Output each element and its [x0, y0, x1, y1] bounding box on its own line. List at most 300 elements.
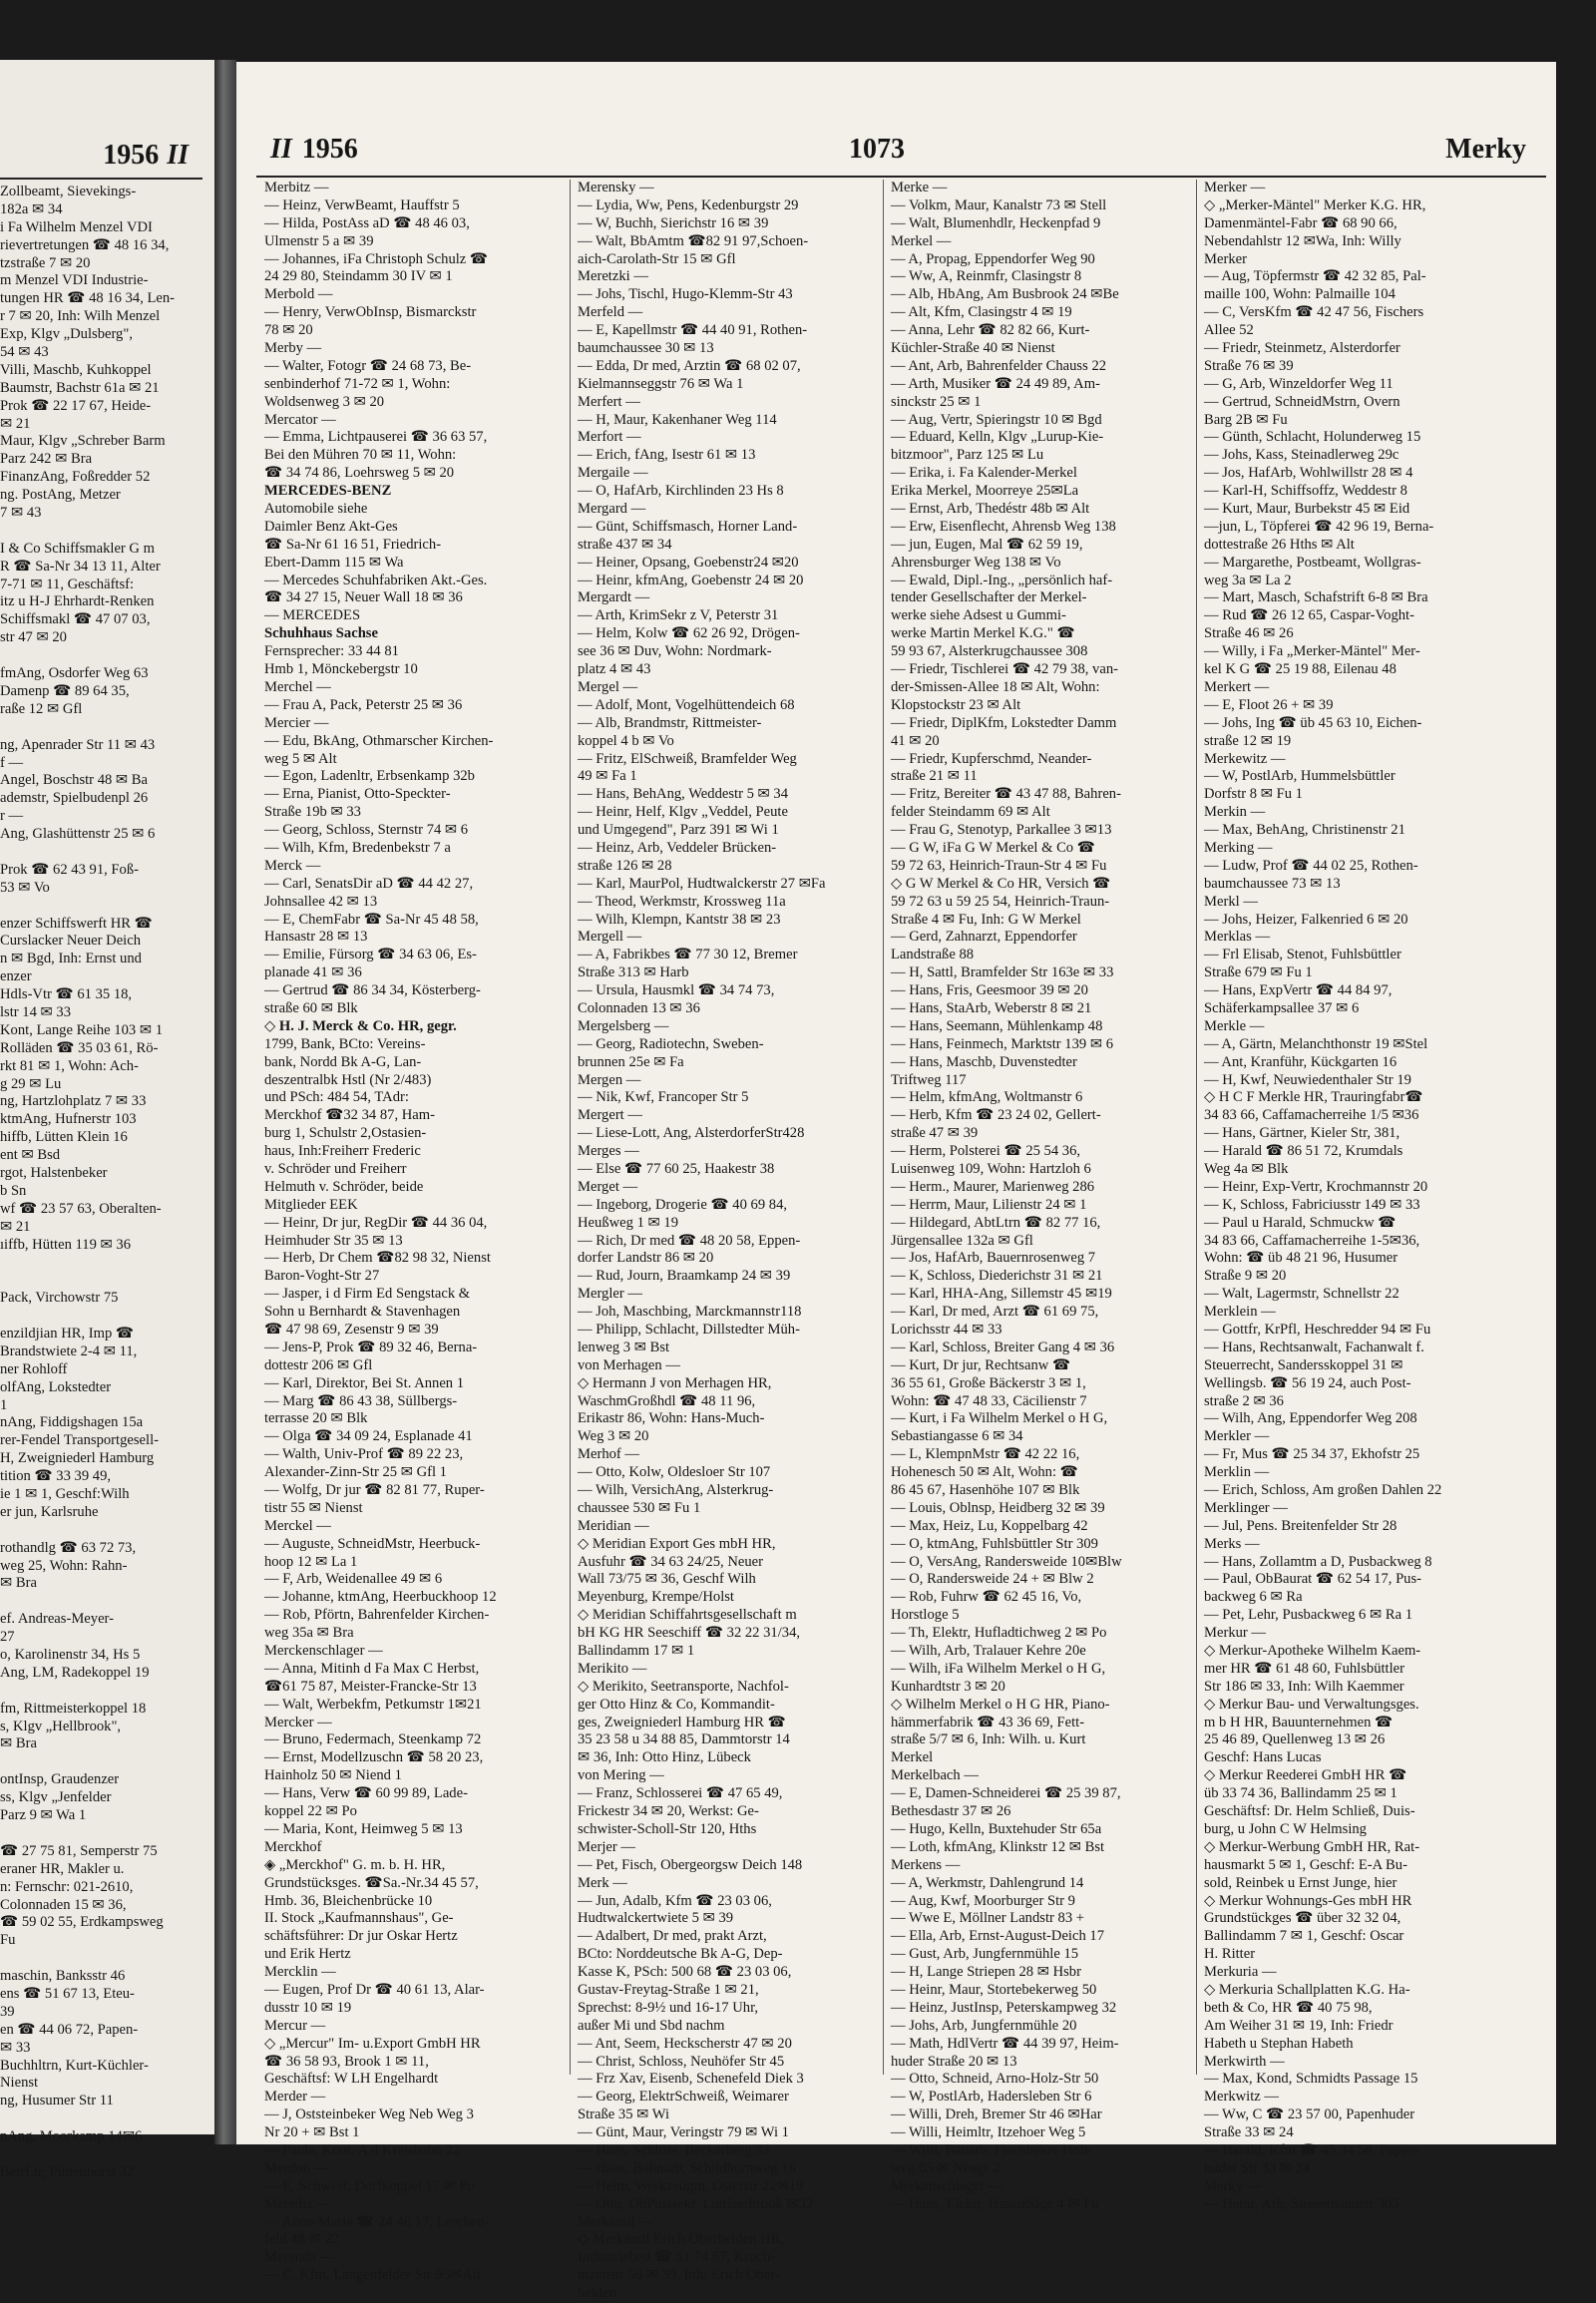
previous-page-line — [0, 2111, 208, 2128]
directory-entry-line: — Eduard, Kelln, Klgv „Lurup-Kie- — [891, 429, 1104, 446]
directory-entry-line: — Edu, BkAng, Othmarscher Kirchen- — [264, 732, 494, 749]
directory-entry-line: Luisenweg 109, Wohn: Hartzloh 6 — [891, 1160, 1091, 1177]
directory-entry-line: backweg 6 ✉ Ra — [1204, 1589, 1303, 1606]
directory-entry-line: — Otto, Kolw, Oldesloer Str 107 — [578, 1464, 771, 1481]
entry-heading: Merke — — [891, 180, 948, 195]
directory-entry-line: hoop 12 ✉ La 1 — [264, 1553, 358, 1570]
directory-entry-line: ◇ Wilhelm Merkel o H G HR, Piano- — [891, 1696, 1110, 1713]
entry-heading: Merdon — — [264, 2159, 329, 2176]
previous-page-line — [0, 2146, 208, 2164]
directory-entry-line: ◇ Merkur Reederei GmbH HR ☎ — [1204, 1767, 1407, 1784]
directory-entry-line: 36 55 61, Große Bäckerstr 3 ✉ 1, — [891, 1374, 1086, 1391]
entry-heading: Merckel — — [264, 1517, 331, 1534]
directory-entry-line: 59 72 63, Heinrich-Traun-Str 4 ✉ Fu — [891, 857, 1107, 874]
directory-entry-line: Gustav-Freytag-Straße 1 ✉ 21, — [578, 1981, 759, 1998]
directory-entry-line: ◇ Hermann J von Merhagen HR, — [578, 1374, 772, 1391]
directory-entry-line: — Rich, Dr med ☎ 48 20 58, Eppen- — [578, 1232, 801, 1249]
entry-heading: Merklas — — [1204, 929, 1271, 946]
directory-entry-line: burg 1, Schulstr 2,Ostasien- — [264, 1125, 427, 1142]
previous-page-line: fm, Rittmeisterkoppel 18 — [0, 1700, 147, 1717]
directory-entry-line: — Georg, Radiotechn, Sweben- — [578, 1035, 764, 1052]
directory-entry-line: — Alb, Brandmstr, Rittmeister- — [578, 714, 762, 731]
directory-entry-line: Erika Merkel, Moorreye 25✉La — [891, 483, 1079, 500]
previous-page-line: en ☎ 44 06 72, Papen- — [0, 2021, 139, 2038]
previous-page-line: 1 — [0, 1396, 8, 1413]
directory-entry-line: Ausfuhr ☎ 34 63 24/25, Neuer — [578, 1553, 763, 1570]
directory-entry-line: — Willi, Heimltr, Itzehoer Weg 5 — [891, 2124, 1086, 2141]
directory-entry-line: — Otto, ObPostsekr, LuttIserbrook ✉32 — [578, 2195, 814, 2212]
entry-heading: Merks — — [1204, 1535, 1260, 1552]
directory-entry-line: straße 21 ✉ 11 — [891, 768, 978, 785]
previous-page-line — [0, 1308, 208, 1326]
directory-entry-line: mer HR ☎ 61 48 60, Fuhlsbüttler — [1204, 1660, 1404, 1677]
directory-entry-line: — Margarethe, Postbeamt, Wollgras- — [1204, 554, 1421, 571]
directory-entry-line: ◇ Merkur Wohnungs-Ges mbH HR — [1204, 1892, 1412, 1909]
previous-page-line: rkt 81 ✉ 1, Wohn: Ach- — [0, 1057, 139, 1074]
entry-heading: Merkantil — — [578, 2213, 653, 2230]
directory-entry-line: — Pet, Lehr, Pusbackweg 6 ✉ Ra 1 — [1204, 1607, 1413, 1624]
directory-entry-line: — Ewald, Dipl.-Ing., „persönlich haf- — [891, 572, 1113, 588]
directory-entry-line: Straße 33 ✉ 24 — [1204, 2124, 1294, 2141]
directory-entry-line: Industriebed ☎ 51 74 67, Kroch- — [578, 2249, 776, 2266]
previous-page-line: f — — [0, 754, 24, 771]
directory-entry-line: — Hans, Fris, Geesmoor 39 ✉ 20 — [891, 982, 1088, 999]
directory-entry-line: Wellingsb. ☎ 56 19 24, auch Post- — [1204, 1374, 1411, 1391]
directory-entry-line: — Jens-P, Prok ☎ 89 32 46, Berna- — [264, 1339, 478, 1355]
directory-entry-line: tender Gesellschafter der Merkel- — [891, 589, 1087, 606]
previous-page-line: Rolläden ☎ 35 03 61, Rö- — [0, 1039, 159, 1056]
directory-entry-line: — E, ChemFabr ☎ Sa-Nr 45 48 58, — [264, 911, 479, 928]
directory-entry-line: koppel 22 ✉ Po — [264, 1803, 357, 1820]
entry-heading: Merget — — [578, 1178, 638, 1195]
previous-page-line — [0, 1753, 208, 1771]
directory-entry-line: — Hans, ExpVertr ☎ 44 84 97, — [1204, 982, 1393, 999]
page-header — [270, 134, 1526, 174]
directory-entry-line: 35 23 58 u 34 88 85, Dammtorstr 14 — [578, 1731, 790, 1748]
previous-page-line: olfAng, Lokstedter — [0, 1378, 112, 1395]
entry-heading: Merklin — — [1204, 1464, 1270, 1481]
entry-heading: Mergelsberg — — [578, 1017, 669, 1034]
directory-entry-line: werke Martin Merkel K.G." ☎ — [891, 625, 1075, 642]
directory-entry-line: ☎ 47 98 69, Zesenstr 9 ✉ 39 — [264, 1322, 439, 1338]
directory-entry-line: koppel 4 b ✉ Vo — [578, 732, 674, 749]
directory-entry-line: ◇ Merkur-Werbung GmbH HR, Rat- — [1204, 1838, 1420, 1855]
directory-entry-line: ◇ Merkur-Apotheke Wilhelm Kaem- — [1204, 1643, 1421, 1660]
previous-page-line: 7 ✉ 43 — [0, 505, 42, 522]
directory-entry-line: — Hugo, Kelln, Buxtehuder Str 65a — [891, 1820, 1102, 1837]
directory-entry-line: Colonnaden 13 ✉ 36 — [578, 999, 700, 1016]
previous-page-line: weg 25, Wohn: Rahn- — [0, 1557, 128, 1574]
directory-entry-line: — Heinr, Arb, Stresemannstr 303 — [1204, 2195, 1399, 2212]
previous-page-line: ss, Klgv „Jenfelder — [0, 1789, 112, 1806]
directory-entry-line: ◇ Merkantil Erich Oberheiden HR, — [578, 2231, 784, 2248]
previous-page-line: 54 ✉ 43 — [0, 344, 49, 361]
previous-page-line: ner Rohloff — [0, 1360, 68, 1377]
previous-page-entries — [0, 184, 208, 2182]
directory-entry-line: Merker — [1204, 250, 1247, 267]
directory-entry-line: Lorichsstr 44 ✉ 33 — [891, 1322, 1002, 1338]
directory-entry-line: — O, ktmAng, Fuhlsbüttler Str 309 — [891, 1535, 1098, 1552]
directory-entry-line: — Eugen, Prof Dr ☎ 40 61 13, Alar- — [264, 1981, 485, 1998]
directory-entry-line: — Emilie, Fürsorg ☎ 34 63 06, Es- — [264, 947, 477, 963]
entry-heading: Merensky — — [578, 180, 654, 195]
directory-entry-line: — Wolfg, Dr jur ☎ 82 81 77, Ruper- — [264, 1482, 485, 1499]
directory-entry-line: ◇ Meridian Export Ges mbH HR, — [578, 1535, 776, 1552]
previous-page-header — [103, 140, 189, 172]
previous-page-fragment — [0, 60, 214, 2180]
entry-heading: Merkle — — [1204, 1017, 1265, 1034]
previous-page-line: rievertretungen ☎ 48 16 34, — [0, 236, 170, 253]
directory-entry-line: schwister-Scholl-Str 120, Hths — [578, 1820, 757, 1837]
directory-entry-line: — Max, Kond, Schmidts Passage 15 — [1204, 2071, 1418, 2088]
entry-heading: Merby — — [264, 340, 322, 357]
directory-entry-line: — Rud ☎ 26 12 65, Caspar-Voght- — [1204, 607, 1414, 624]
directory-entry-line: — Aug, Töpfermstr ☎ 42 32 85, Pal- — [1204, 268, 1426, 285]
directory-entry-line: — Paul, ObBaurat ☎ 62 54 17, Pus- — [1204, 1571, 1422, 1588]
directory-entry-line: — Karl, Schloss, Breiter Gang 4 ✉ 36 — [891, 1339, 1115, 1355]
previous-page-line — [0, 1825, 208, 1843]
directory-entry-line: — Lydia, Ww, Pens, Kedenburgstr 29 — [578, 196, 799, 213]
directory-entry-line: ◇ G W Merkel & Co HR, Versich ☎ — [891, 875, 1111, 892]
entry-heading: Merediz — — [264, 2195, 331, 2212]
directory-entry-line: Geschf: Hans Lucas — [1204, 1749, 1322, 1766]
entry-heading: Merker — — [1204, 180, 1266, 195]
previous-page-line: Brandstwiete 2-4 ✉ 11, — [0, 1343, 138, 1359]
directory-entry-line: Nr 20 + ✉ Bst 1 — [264, 2124, 360, 2141]
previous-page-line: s, Klgv „Hellbrook", — [0, 1718, 122, 1734]
directory-entry-line: Baron-Voght-Str 27 — [264, 1268, 380, 1285]
previous-page-line: H, Zweigniederl Hamburg — [0, 1450, 155, 1467]
directory-entry-line: — H, Sattl, Bramfelder Str 163e ✉ 33 — [891, 964, 1114, 981]
directory-entry-line: — Helm, kfmAng, Woltmanstr 6 — [891, 1089, 1083, 1106]
directory-entry-line: — Adalbert, Dr med, prakt Arzt, — [578, 1928, 767, 1945]
entry-heading: Merkert — — [1204, 678, 1270, 695]
directory-entry-line: — Bruno, Federmach, Steenkamp 72 — [264, 1731, 482, 1748]
directory-entry-line: — O, HafArb, Kirchlinden 23 Hs 8 — [578, 483, 784, 500]
directory-entry-line: Horstloge 5 — [891, 1607, 960, 1624]
previous-page-line: fmAng, Osdorfer Weg 63 — [0, 665, 149, 682]
previous-page-line: Baumstr, Bachstr 61a ✉ 21 — [0, 379, 160, 396]
directory-entry-line: Kunhardtstr 3 ✉ 20 — [891, 1678, 1005, 1695]
previous-page-line: nAng, Moorkamp 14✉6 — [0, 2128, 143, 2145]
directory-entry-line: — Kurt, Maur, Burbekstr 45 ✉ Eid — [1204, 501, 1410, 518]
directory-entry-line: — Wilh, VersichAng, Alsterkrug- — [578, 1482, 774, 1499]
directory-entry-line: — Auguste, SchneidMstr, Heerbuck- — [264, 1535, 481, 1552]
previous-page-line: wf ☎ 23 57 63, Oberalten- — [0, 1200, 162, 1217]
entry-heading: Merjer — — [578, 1838, 635, 1855]
directory-entry-line: felder Steindamm 69 ✉ Alt — [891, 804, 1050, 821]
directory-entry-line: — Wilh, Klempn, Kantstr 38 ✉ 23 — [578, 911, 781, 928]
directory-entry-line: — Louis, Oblnsp, Heidberg 32 ✉ 39 — [891, 1499, 1105, 1516]
directory-entry-line: — Kurt, i Fa Wilhelm Merkel o H G, — [891, 1410, 1108, 1427]
entry-heading: Merkwirth — — [1204, 2053, 1285, 2070]
previous-page-line: rer-Fendel Transportgesell- — [0, 1432, 159, 1449]
directory-entry-line: — Walth, Univ-Prof ☎ 89 22 23, — [264, 1446, 464, 1463]
directory-entry-line: — Hilda, PostAss aD ☎ 48 46 03, — [264, 214, 470, 231]
directory-entry-line: Sprechst: 8-9½ und 16-17 Uhr, — [578, 1999, 759, 2016]
entry-heading: Merklinger — — [1204, 1499, 1288, 1516]
directory-entry-line: — Walt, Werbekfm, Petkumstr 1✉21 — [264, 1696, 482, 1713]
directory-entry-line: hausmarkt 5 ✉ 1, Geschf: E-A Bu- — [1204, 1856, 1407, 1873]
previous-page-line: Parz 9 ✉ Wa 1 — [0, 1807, 87, 1824]
directory-entry-line: — Jasper, i d Firm Ed Sengstack & — [264, 1286, 471, 1303]
entry-heading: Merbitz — — [264, 180, 329, 195]
directory-entry-line: — jun, Eugen, Mal ☎ 62 59 19, — [891, 536, 1083, 553]
entry-heading: Mergert — — [578, 1107, 642, 1124]
directory-entry-line: bH KG HR Seeschiff ☎ 32 22 31/34, — [578, 1625, 801, 1642]
directory-entry-line: Hansastr 28 ✉ 13 — [264, 929, 368, 946]
directory-entry-line: aich-Carolath-Str 15 ✉ Gfl — [578, 250, 736, 267]
previous-page-line: ng, Hartzlohplatz 7 ✉ 33 — [0, 1093, 147, 1110]
directory-entry-line: Barg 2B ✉ Fu — [1204, 411, 1288, 428]
directory-entry-line: Kielmannseggstr 76 ✉ Wa 1 — [578, 375, 744, 392]
directory-entry-line: weg 5 ✉ Alt — [264, 750, 337, 767]
previous-page-line: rothandlg ☎ 63 72 73, — [0, 1539, 137, 1556]
previous-page-line: g 29 ✉ Lu — [0, 1075, 62, 1092]
previous-page-line: 7-71 ✉ 11, Geschäftsf: — [0, 576, 135, 592]
previous-page-line: FinanzAng, Foßredder 52 — [0, 469, 151, 486]
previous-page-line: BetrLtr, Püttenhorst 32 — [0, 2163, 135, 2180]
previous-page-line — [0, 719, 208, 737]
directory-entry-line: — Erw, Eisenflecht, Ahrensb Weg 138 — [891, 518, 1116, 535]
directory-entry-line: bank, Nordd Bk A-G, Lan- — [264, 1053, 422, 1070]
directory-entry-line: H. Ritter — [1204, 1946, 1256, 1963]
directory-entry-line: Merkel — [891, 1749, 934, 1766]
directory-entry-line: 1799, Bank, BCto: Vereins- — [264, 1035, 426, 1052]
directory-entry-line: haus, Inh:Freiherr Frederic — [264, 1143, 421, 1160]
directory-entry-line: huder Straße 20 ✉ 13 — [891, 2053, 1017, 2070]
directory-entry-line: — Loth, kfmAng, Klinkstr 12 ✉ Bst — [891, 1838, 1105, 1855]
previous-page-line: maschin, Banksstr 46 — [0, 1968, 126, 1985]
previous-page-line: tungen HR ☎ 48 16 34, Len- — [0, 290, 176, 307]
previous-page-line: Colonnaden 15 ✉ 36, — [0, 1896, 127, 1913]
entry-heading: Mercklin — — [264, 1964, 336, 1981]
previous-page-line: Nienst — [0, 2075, 39, 2092]
previous-page-line: n ✉ Bgd, Inh: Ernst und — [0, 951, 142, 967]
directory-entry-line: Wall 73/75 ✉ 36, Geschf Wilh — [578, 1571, 756, 1588]
directory-entry-line: — H, Lange Striepen 28 ✉ Hsbr — [891, 1964, 1081, 1981]
directory-entry-line: — Karl, MaurPol, Hudtwalckerstr 27 ✉Fa — [578, 875, 826, 892]
directory-entry-line: Wohn: ☎ üb 48 21 96, Husumer — [1204, 1250, 1398, 1267]
directory-entry-line: — Marg ☎ 86 43 38, Süllbergs- — [264, 1392, 458, 1409]
directory-entry-line: — Alt, Kfm, Clasingstr 4 ✉ 19 — [891, 304, 1072, 321]
directory-entry-line: — Johs, Ing ☎ üb 45 63 10, Eichen- — [1204, 714, 1422, 731]
entry-heading: Merkewitz — — [1204, 750, 1286, 767]
directory-entry-line: dorfer Landstr 86 ✉ 20 — [578, 1250, 714, 1267]
previous-page-line: Hdls-Vtr ☎ 61 35 18, — [0, 986, 133, 1003]
directory-entry-line: — F, Arb, Weidenallee 49 ✉ 6 — [264, 1571, 443, 1588]
directory-entry-line: — Helm, Kolw ☎ 62 26 92, Drögen- — [578, 625, 800, 642]
directory-entry-line: — Philipp, Schlacht, Dillstedter Müh- — [578, 1322, 800, 1338]
directory-entry-line: Hudtwalckertwiete 5 ✉ 39 — [578, 1910, 734, 1927]
previous-page-header-rule — [0, 178, 202, 180]
directory-entry-line: Straße 9 ✉ 20 — [1204, 1268, 1287, 1285]
directory-entry-line: — Otto, Schneid, Arno-Holz-Str 50 — [891, 2071, 1099, 2088]
previous-page-line — [0, 523, 208, 541]
directory-entry-line: Mitglieder EEK — [264, 1196, 358, 1213]
directory-entry-line: — Arth, Musiker ☎ 24 49 89, Am- — [891, 375, 1100, 392]
directory-entry-line: — E, Floot 26 + ✉ 39 — [1204, 696, 1334, 713]
directory-entry-line: Küchler-Straße 40 ✉ Nienst — [891, 340, 1055, 357]
directory-entry-line: — Rob, Fuhrw ☎ 62 45 16, Vo, — [891, 1589, 1082, 1606]
directory-entry-line: — Edda, Dr med, Arztin ☎ 68 02 07, — [578, 357, 801, 374]
page-keyword: Merky — [1445, 134, 1526, 165]
directory-entry-line: — Ernst, Arb, Thedéstr 48b ✉ Alt — [891, 501, 1090, 518]
previous-page-line: Curslacker Neuer Deich — [0, 933, 142, 950]
directory-entry-line: ☎61 75 87, Meister-Francke-Str 13 — [264, 1678, 477, 1695]
directory-entry-line: 25 46 89, Quellenweg 13 ✉ 26 — [1204, 1731, 1386, 1748]
entry-heading: Merkler — — [1204, 1428, 1270, 1445]
directory-entry-line: — Egon, Ladenltr, Erbsenkamp 32b — [264, 768, 475, 785]
directory-entry-line: 59 72 63 u 59 25 54, Heinrich-Traun- — [891, 893, 1110, 910]
directory-entry-line: Johnsallee 42 ✉ 13 — [264, 893, 378, 910]
directory-entry-line: Helmuth v. Schröder, beide — [264, 1178, 424, 1195]
entry-heading: Merckenschlager — — [264, 1643, 383, 1660]
directory-entry-line: — Frz Xav, Eisenb, Schenefeld Diek 3 — [578, 2071, 804, 2088]
directory-entry-line: — Hans, Schloss, Beckerberg 33 — [578, 2141, 770, 2158]
directory-entry-line: Ballindamm 17 ✉ 1 — [578, 1643, 695, 1660]
entry-heading: Merkwitz — — [1204, 2089, 1279, 2106]
directory-entry-line: straße 47 ✉ 39 — [891, 1125, 979, 1142]
directory-entry-line: — Ant, Arb, Bahrenfelder Chauss 22 — [891, 357, 1107, 374]
previous-page-line: rgot, Halstenbeker — [0, 1164, 108, 1181]
entry-heading: Merges — — [578, 1143, 639, 1160]
directory-entry-line: — A, Gärtn, Melanchthonstr 19 ✉Stel — [1204, 1035, 1428, 1052]
directory-entry-line: — Heinr, Dr jur, RegDir ☎ 44 36 04, — [264, 1214, 488, 1231]
directory-entry-line: straße 437 ✉ 34 — [578, 536, 672, 553]
directory-entry-line: — Johs, Arb, Jungfernmühle 20 — [891, 2017, 1077, 2034]
directory-entry-line: Straße 679 ✉ Fu 1 — [1204, 964, 1313, 981]
directory-entry-line: straße 2 ✉ 36 — [1204, 1392, 1284, 1409]
directory-entry-line: — Willy, i Fa „Merker-Mäntel" Mer- — [1204, 643, 1420, 660]
directory-entry-line: — Friedr, Tischlerei ☎ 42 79 38, van- — [891, 661, 1118, 678]
directory-entry-line: weg 3a ✉ La 2 — [1204, 572, 1292, 588]
directory-entry-line: — Georg, ElektrSchweiß, Weimarer — [578, 2089, 789, 2106]
previous-page-line: er jun, Karlsruhe — [0, 1503, 99, 1520]
entry-heading: Merkens — — [891, 1856, 961, 1873]
directory-entry-line: BCto: Norddeutsche Bk A-G, Dep- — [578, 1946, 783, 1963]
previous-page-line: lstr 14 ✉ 33 — [0, 1003, 72, 1020]
previous-page-line: r 7 ✉ 20, Inh: Wilh Menzel — [0, 308, 161, 325]
directory-entry-line: Heußweg 1 ✉ 19 — [578, 1214, 678, 1231]
previous-page-line: I & Co Schiffsmakler G m — [0, 540, 155, 557]
directory-entry-line: — Theod, Werkmstr, Krossweg 11a — [578, 893, 786, 910]
directory-entry-line: — Walt, Lagermstr, Schnellstr 22 — [1204, 1286, 1399, 1303]
directory-entry-line: — Rob, Pförtn, Bahrenfelder Kirchen- — [264, 1607, 490, 1624]
directory-entry-line: —jun, L, Töpferei ☎ 42 96 19, Berna- — [1204, 518, 1434, 535]
directory-entry-line: II. Stock „Kaufmannshaus", Ge- — [264, 1910, 454, 1927]
entry-heading: Merkin — — [1204, 804, 1266, 821]
directory-entry-line: — Mercedes Schuhfabriken Akt.-Ges. — [264, 572, 488, 588]
previous-page-line: ✉ Bra — [0, 1735, 37, 1752]
directory-entry-line: — Arth, KrimSekr z V, Peterstr 31 — [578, 607, 779, 624]
previous-page-line: tzstraße 7 ✉ 20 — [0, 254, 91, 271]
directory-entry-line: — Willi, Dreh, Bremer Str 46 ✉Har — [891, 2107, 1102, 2123]
entry-heading: MERCEDES-BENZ — [264, 483, 392, 500]
directory-entry-line: Ahrensburger Weg 138 ✉ Vo — [891, 554, 1061, 571]
directory-entry-line: 41 ✉ 20 — [891, 732, 940, 749]
previous-page-volume: II — [167, 140, 189, 171]
entry-heading: Merfert — — [578, 393, 640, 410]
entry-heading: Merckhof — [264, 1838, 322, 1855]
directory-entry-line: — Max, Heiz, Lu, Koppelbarg 42 — [891, 1517, 1088, 1534]
entry-heading: Meretzki — — [578, 268, 648, 285]
directory-entry-line: WaschmGroßhdl ☎ 48 11 96, — [578, 1392, 756, 1409]
directory-entry-line: Triftweg 117 — [891, 1071, 967, 1088]
previous-page-line: Schiffsmakl ☎ 47 07 03, — [0, 611, 151, 628]
directory-entry-line: Straße 35 ✉ Wi — [578, 2107, 670, 2123]
directory-entry-line: straße 126 ✉ 28 — [578, 857, 672, 874]
volume-year: 1956 — [301, 134, 358, 165]
previous-page-line: ✉ 33 — [0, 2039, 31, 2056]
directory-column-1 — [260, 180, 564, 2284]
directory-entry-line: Klopstockstr 23 ✉ Alt — [891, 696, 1021, 713]
entry-heading: Mercker — — [264, 1714, 332, 1730]
directory-entry-line: — Anna, Mitinh d Fa Max C Herbst, — [264, 1660, 480, 1677]
directory-entry-line: — Heinz, Arb, Veddeler Brücken- — [578, 839, 777, 856]
previous-page-line: Pack, Virchowstr 75 — [0, 1290, 119, 1307]
directory-entry-line: — Joh, Maschbing, Marckmannstr118 — [578, 1304, 802, 1321]
header-rule — [256, 176, 1546, 178]
directory-entry-line: — Fritz, Bereiter ☎ 43 47 88, Bahren- — [891, 786, 1121, 803]
directory-entry-line: — Walt, BbAmtm ☎82 91 97,Schoen- — [578, 232, 809, 249]
directory-entry-line: — Hans, Feinmech, Marktstr 139 ✉ 6 — [891, 1035, 1113, 1052]
directory-entry-line: — Paula, Kont, A d Kreisbahn 22 — [264, 2141, 461, 2158]
directory-entry-line: weg 65 ✉ Neugr 2 — [891, 2159, 1000, 2176]
directory-entry-line: chaussee 530 ✉ Fu 1 — [578, 1499, 701, 1516]
previous-page-line: ens ☎ 51 67 13, Eteu- — [0, 1985, 135, 2002]
entry-heading: Merfort — — [578, 429, 641, 446]
directory-entry-line: Hmb. 36, Bleichenbrücke 10 — [264, 1892, 433, 1909]
directory-entry-line: — Ant, Seem, Heckscherstr 47 ✉ 20 — [578, 2035, 792, 2052]
book-gutter — [214, 60, 236, 2144]
directory-entry-line: — Ww, C ☎ 23 57 00, Papenhuder — [1204, 2107, 1415, 2123]
directory-entry-line: 78 ✉ 20 — [264, 322, 313, 339]
volume-roman: II — [270, 134, 292, 165]
directory-entry-line: — Jul, Pens. Breitenfelder Str 28 — [1204, 1517, 1397, 1534]
directory-entry-line: Straße 4 ✉ Fu, Inh: G W Merkel — [891, 911, 1081, 928]
previous-page-line — [0, 844, 208, 862]
directory-entry-line: m b H HR, Bauunternehmen ☎ — [1204, 1714, 1394, 1730]
directory-entry-line: — A, Fabrikbes ☎ 77 30 12, Bremer — [578, 947, 798, 963]
previous-page-line: ie 1 ✉ 1, Geschf:Wilh — [0, 1486, 130, 1503]
previous-page-line — [0, 647, 208, 665]
previous-page-line: ent ✉ Bsd — [0, 1147, 61, 1164]
directory-entry-line: Jürgensallee 132a ✉ Gfl — [891, 1232, 1033, 1249]
previous-page-line: tition ☎ 33 39 49, — [0, 1468, 112, 1485]
directory-entry-line: — Harald, Kfm ☎ 45 34 58, Papen- — [1204, 2141, 1420, 2158]
directory-entry-line: Steuerrecht, Sandersskoppel 31 ✉ — [1204, 1356, 1403, 1373]
directory-entry-line: — Gottfr, KrPfl, Heschredder 94 ✉ Fu — [1204, 1322, 1431, 1338]
previous-page-line: ng. PostAng, Metzer — [0, 487, 121, 504]
directory-entry-line: ger Otto Hinz & Co, Kommandit- — [578, 1696, 775, 1713]
directory-entry-line: ◈ „Merckhof" G. m. b. H. HR, — [264, 1856, 446, 1873]
directory-entry-line: beth & Co, HR ☎ 40 75 98, — [1204, 1999, 1373, 2016]
previous-page-line: Villi, Maschb, Kuhkoppel — [0, 361, 152, 378]
previous-page-line: ✉ 21 — [0, 415, 31, 432]
directory-entry-line: — Ludw, Prof ☎ 44 02 25, Rothen- — [1204, 857, 1418, 874]
directory-entry-line: Heimhuder Str 35 ✉ 13 — [264, 1232, 403, 1249]
directory-entry-line: — Aug, Vertr, Spieringstr 10 ✉ Bgd — [891, 411, 1102, 428]
entry-heading: Merhof — — [578, 1446, 640, 1463]
previous-page-line — [0, 1593, 208, 1611]
directory-entry-line: — Wilh, Arb, Tralauer Kehre 20e — [891, 1643, 1086, 1660]
directory-entry-line: — Hans, Seemann, Mühlenkamp 48 — [891, 1017, 1103, 1034]
directory-entry-line: — Hans, Bahnarb, Schildhornweg 16 — [578, 2159, 796, 2176]
previous-page-line: m Menzel VDI Industrie- — [0, 272, 149, 289]
directory-entry-line: Nebendahlstr 12 ✉Wa, Inh: Willy — [1204, 232, 1401, 249]
directory-entry-line: — L, KlempnMstr ☎ 42 22 16, — [891, 1446, 1080, 1463]
